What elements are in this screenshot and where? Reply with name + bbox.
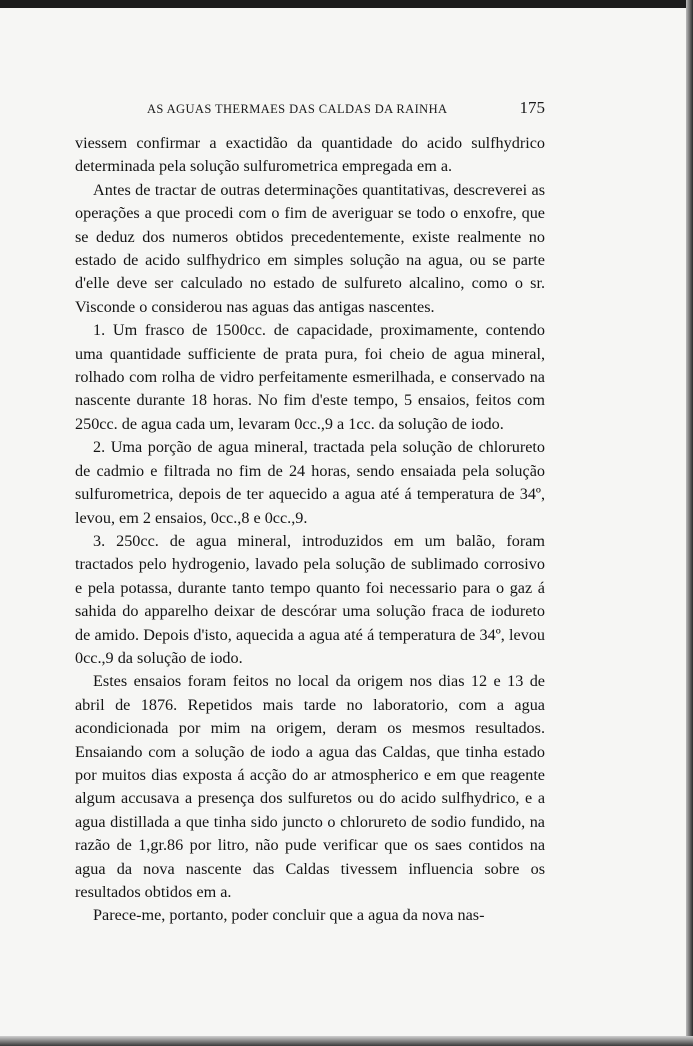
- page-bottom-shadow: [0, 1036, 693, 1046]
- page-number: 175: [519, 98, 545, 117]
- body-text: [75, 132, 545, 928]
- paragraph-conclusion: Parece-me, portanto, poder concluir que a agua da nova nas-: [93, 906, 485, 925]
- paragraph-intro: Antes de tractar de outras determinações quantitativas, descreverei as operações a que procedi com o fim de averiguar se todo o enxofre, que se deduz dos numeros obtidos precedentemente, existe realmente no estado de acido sulfhydrico em simples solução na agua, ou se parte d'elle deve ser calculado no estado de sulfureto alcalino, como o sr. Visconde o considerou nas aguas das antigas nascentes.: [75, 180, 545, 316]
- page-header: [75, 98, 545, 120]
- paragraph-test-2: 2. Uma porção de agua mineral, tractada pela solução de chlorureto de cadmio e filtrada no fim de 24 horas, sendo ensaiada pela solução sulfurometrica, depois de ter aquecido a agua até á temperatura de 34º, levou, em 2 ensaios, 0cc.,8 e 0cc.,9.: [75, 438, 545, 527]
- paragraph-test-1: 1. Um frasco de 1500cc. de capacidade, proximamente, contendo uma quantidade sufficiente de prata pura, foi cheio de agua mineral, rolhado com rolha de vidro perfeitamente esmerilhada, e conservado na nascente durante 18 horas. No fim d'este tempo, 5 ensaios, feitos com 250cc. de agua cada um, levaram 0cc.,9 a 1cc. da solução de iodo.: [75, 321, 545, 433]
- paragraph-results: Estes ensaios foram feitos no local da origem nos dias 12 e 13 de abril de 1876. Repetidos mais tarde no laboratorio, com a agua acondicionada por mim na origem, deram os mesmos resultados. Ensaiando com a solução de iodo a agua das Caldas, que tinha estado por muitos dias exposta á acção do ar atmospherico e em que reagente algum accusava a presença dos sulfuretos ou do acido sulfhydrico, e a agua distillada a que tinha sido juncto o chlorureto de sodio fundido, na razão de 1,gr.86 por litro, não pude verificar que os saes contidos na agua da nova nascente das Caldas tivessem influencia sobre os resultados obtidos em a.: [75, 672, 545, 901]
- paragraph-continuation: viessem confirmar a exactidão da quantidade do acido sulfhydrico determinada pela solução sulfurometrica empregada em a.: [75, 134, 545, 176]
- page-edge-shadow: [686, 0, 693, 1046]
- running-title: AS AGUAS THERMAES DAS CALDAS DA RAINHA: [147, 102, 448, 116]
- paragraph-test-3: 3. 250cc. de agua mineral, introduzidos em um balão, foram tractados pelo hydrogenio, lavado pela solução de sublimado corrosivo e pela potassa, durante tanto tempo quanto foi necessario para o gaz á sahida do apparelho deixar de descórar uma solução fraca de iodureto de amido. Depois d'isto, aquecida a agua até á temperatura de 34º, levou 0cc.,9 da solução de iodo.: [75, 531, 545, 667]
